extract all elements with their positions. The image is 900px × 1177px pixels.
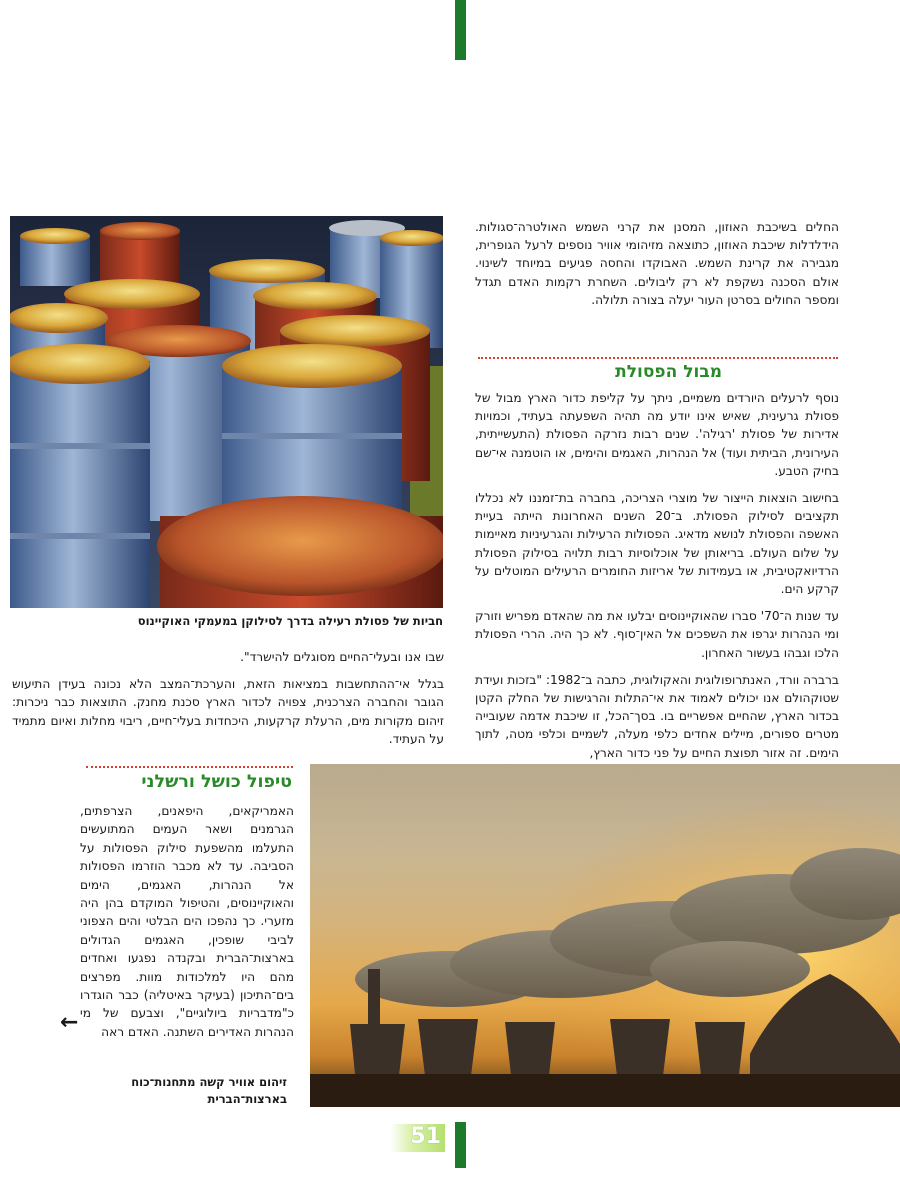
left-paragraph-1: שבו אנו ובעלי־החיים מסוגלים להישרד". <box>240 650 444 664</box>
section1-paragraph-2: בחישוב הוצאות הייצור של מוצרי הצריכה, בחברה בת־זמננו לא נכללו תקציבים לסילוק הפסולת. ב־20 השנים האחרונות הייתה בעיית האשפה והפסולת לנושא מדאיג. הפסולות הרעילות והגרעיניות מאיימות על שלום העולם. בריאותן של אוכלוסיות רבות תלויה בסילוק הפסולת הרדיואקטיבית, או בעמידות של אריזות החומרים הרעילים המוטלים על קרקע הים. <box>475 491 839 597</box>
left-paragraph-2: בגלל אי־ההתחשבות במציאות הזאת, והערכת־המצב הלא נכונה בעידן התיעוש הגובר והחברה הצרכנית, צפויה לכדור הארץ סכנת מחנק. התוצאות כבר ניכרות: זיהום מקורות מים, הרעלת קרקעות, היכחדות בעלי־חיים, ריבוי מחלות ואיום מתמיד על העתיד. <box>12 677 444 746</box>
section2-heading: טיפול כושל ורשלני <box>141 772 292 792</box>
section1-paragraph-4: ברברה וורד, האנתרופולוגית והאקולוגית, כתבה ב־1982: "בזכות ועידת שטוקהולם אנו יכולים לאמוד את אי־התלות והרגישות של החלק הקטן בכדור הארץ, שהחיים אפשריים בו. בסך־הכל, זו שיכבת אדמה שעובייה מטרים ספורים, מיילים אחדים כלפי מעלה, לשמיים וכלפי מטה, לתוך הימים. זה אזור תפוצת החיים על פני כדור הארץ, <box>475 672 839 760</box>
section1-paragraph-1: נוסף לרעלים היורדים משמיים, ניתך על קליפת כדור הארץ מבול של פסולת גרעינית, שאיש אינו יודע מה תהיה השפעתה בעתיד, וכמויות אדירות של פסולת 'רגילה'. שנים רבות נזרקה הפסולת (התעשייתית, העירונית, הביתית ועוד) אל הנהרות, האגמים והימים, או הוטמנה אי־שם בחיק הטבע. <box>475 391 839 478</box>
factory-caption-line-1: זיהום אוויר קשה מתחנות־כוח <box>131 1075 287 1089</box>
bottom-green-bar <box>455 1122 466 1168</box>
intro-text <box>475 218 839 318</box>
section1-divider <box>478 357 838 359</box>
section1-heading: מבול הפסולת <box>615 362 722 382</box>
section1-paragraph-3: עד שנות ה־70' סברו שהאוקיינוסים יבלעו את מה שהאדם מפריש וזורק ומי הנהרות יגרפו את השפכים אל האין־סוף. לא כך היה. הררי הפסולת הלכו וגבהו בעשור האחרון. <box>475 609 839 660</box>
continue-arrow-icon: ← <box>60 1010 79 1035</box>
section2-paragraph: האמריקאים, היפאנים, הצרפתים, הגרמנים ושאר העמים המתועשים התעלמו מהשפעת סילוק הפסולות על הסביבה. עד לא מכבר הוזרמו הפסולות אל הנהרות, האגמים, הימים והאוקיינוסים, והטיפול המוקדם בהן היה מזערי. כך נהפכו הים הבלטי והים הצפוני לביבי שופכין, האגמים הגדולים בארצות־הברית ובקנדה נפגעו ואחדים מהם היו למלכודות מוות. מפרצים בים־התיכון (בעיקר באיטליה) כבר הוגדרו כ"מדבריות ביולוגיים", וצבעם של מי הנהרות האדירים השתנה. האדם ראה <box>80 804 294 1039</box>
intro-paragraph: החלים בשיכבת האוזון, המסנן את קרני השמש האולטרה־סגולות. הידלדלות שיכבת האוזון, כתוצאה מזיהומי אוויר נוספים לרעל הגופרית, מגבירה את קרינת השמש. האבוקדו והחסה פגיעים במיוחד לשינוי. אולם הסכנה נשקפת לא רק ליבולים. השחרת רקמות האדם תגדל ומספר החולים בסרטן העור יעלה בצורה תלולה. <box>475 220 839 307</box>
factory-caption <box>131 1074 287 1108</box>
left-body <box>12 648 444 757</box>
barrels-illustration <box>10 216 443 608</box>
page-number-box <box>390 1124 445 1152</box>
section1-body <box>475 389 839 771</box>
barrels-caption: חביות של פסולת רעילה בדרך לסילוקן במעמקי האוקיינוס <box>137 614 443 628</box>
toxic-barrels-photo <box>10 216 443 608</box>
section2-divider <box>86 766 293 768</box>
power-plant-pollution-photo <box>310 764 900 1107</box>
top-green-bar <box>455 0 466 60</box>
power-plant-illustration <box>310 764 900 1107</box>
factory-caption-line-2: בארצות־הברית <box>207 1092 287 1106</box>
section2-body <box>80 802 294 1050</box>
page-number: 51 <box>410 1124 441 1149</box>
